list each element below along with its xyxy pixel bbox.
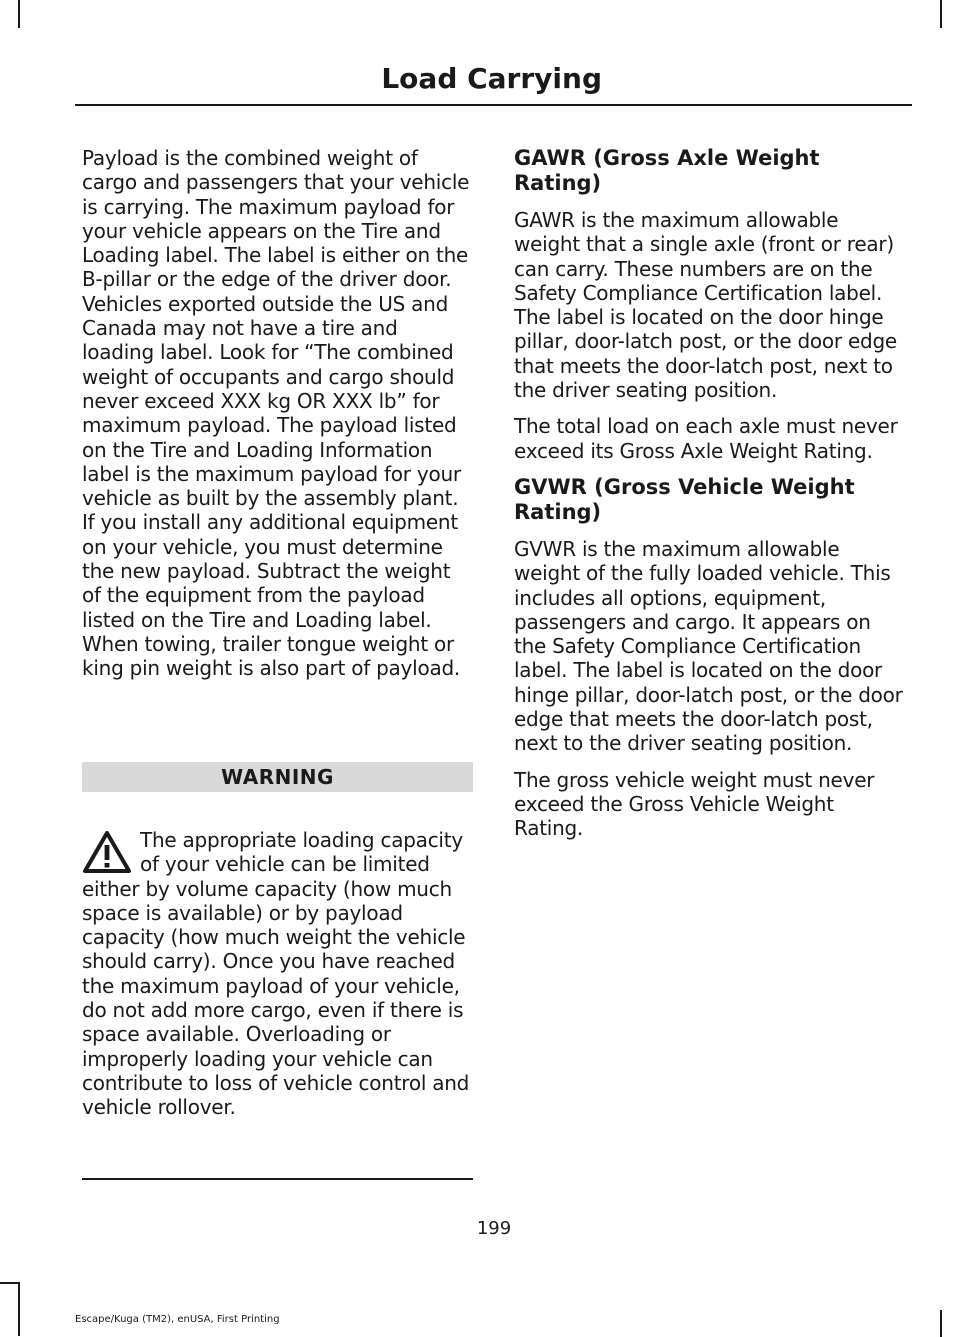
left-column	[82, 146, 474, 681]
gawr-heading: GAWR (Gross Axle Weight Rating)	[514, 146, 820, 195]
gvwr-paragraph-2: The gross vehicle weight must never exceed the Gross Vehicle Weight Rating.	[514, 767, 875, 841]
crop-mark-bottom-right	[940, 1310, 942, 1337]
page-number: 199	[476, 1218, 512, 1239]
crop-mark-top-right	[940, 0, 942, 28]
gawr-paragraph-1: GAWR is the maximum allowable weight that a single axle (front or rear) can carry. These numbers are on the Safety Compliance Certification label. The label is located on the door hinge pillar, door-latch post, or the door edge that meets the door-latch post, next to the driver seating position.	[514, 208, 897, 403]
page-title: Load Carrying	[381, 62, 602, 95]
right-column	[514, 146, 908, 853]
payload-paragraph: Payload is the combined weight of cargo and passengers that your vehicle is carrying. The maximum payload for your vehicle appears on the Tire and Loading label. The label is either on the B-pillar or the edge of the driver door. Vehicles exported outside the US and Canada may not have a tire and loading label. Look for “The combined weight of occupants and cargo should never exceed XXX kg OR XXX lb” for maximum payload. The payload listed on the Tire and Loading Information label is the maximum payload for your vehicle as built by the assembly plant. If you install any additional equipment on your vehicle, you must determine the new payload. Subtract the weight of the equipment from the payload listed on the Tire and Loading label. When towing, trailer tongue weight or king pin weight is also part of payload.	[82, 146, 470, 681]
warning-text: The appropriate loading capacity of your vehicle can be limited either by volume capacity (how much space is available) or by payload capacity (how much weight the vehicle should carry). Once you have reached the maximum payload of your vehicle, do not add more cargo, even if there is space available. Overloading or improperly loading your vehicle can contribute to loss of vehicle control and vehicle rollover.	[82, 828, 470, 1120]
header-divider	[75, 104, 912, 106]
gawr-paragraph-2: The total load on each axle must never exceed its Gross Axle Weight Rating.	[514, 414, 898, 463]
warning-title: WARNING	[82, 762, 473, 792]
crop-mark-top-left	[18, 0, 20, 28]
warning-divider	[82, 1178, 473, 1180]
warning-triangle-icon	[82, 830, 132, 874]
edition-footer: Escape/Kuga (TM2), enUSA, First Printing	[75, 1314, 280, 1325]
crop-mark-bottom-left	[0, 1282, 20, 1336]
gvwr-heading: GVWR (Gross Vehicle Weight Rating)	[514, 474, 855, 524]
warning-box	[82, 828, 474, 1120]
gvwr-paragraph-1: GVWR is the maximum allowable weight of the fully loaded vehicle. This includes all options, equipment, passengers and cargo. It appears on the Safety Compliance Certification label. The label is located on the door hinge pillar, door-latch post, or the door edge that meets the door-latch post, next to the driver seating position.	[514, 536, 903, 756]
